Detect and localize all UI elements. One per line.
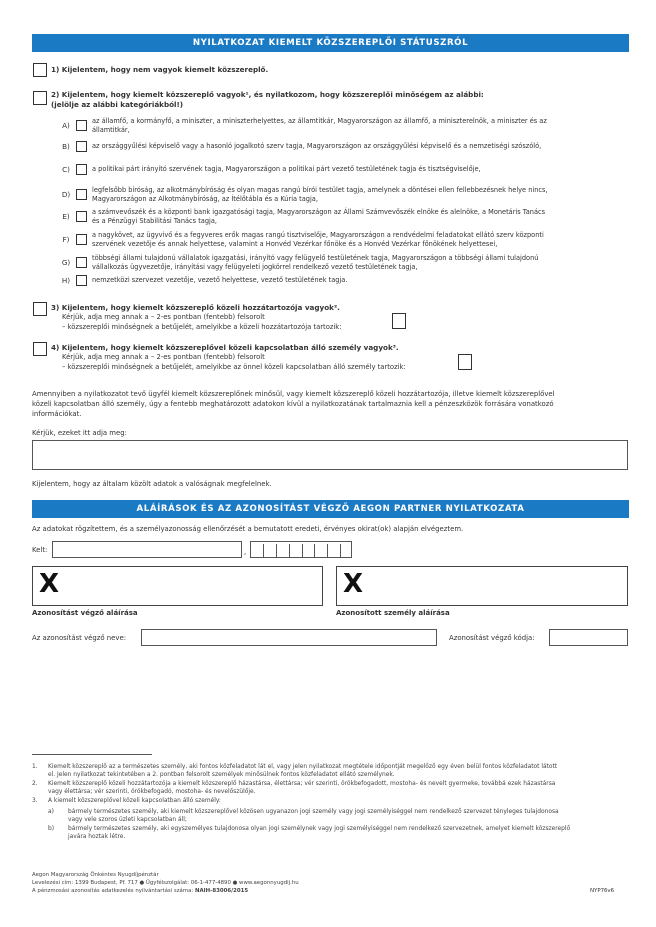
q1-checkbox[interactable]: [33, 63, 47, 77]
client-signature-label: Azonosított személy aláírása: [336, 609, 450, 617]
option-letter: G): [61, 258, 71, 267]
footer-company: Aegon Magyarország Önkéntes Nyugdíjpénztár: [32, 872, 159, 878]
client-signature-mark: X: [343, 569, 364, 599]
source-of-funds-notice-line2: közeli kapcsolatban álló személy, úgy a fentebb meghatározott adatokon kívül a nyilatkozatának tartalmaznia kell a pénzeszközök forrására vonatkozó: [32, 400, 554, 408]
option-text: a politikai párt irányító szervének tagja, Magyarországon a politikai párt vezető testületének tagja és tisztségviselője,: [92, 165, 481, 173]
date-digit-separator: [302, 544, 303, 558]
signatures-section-bar: [32, 500, 629, 518]
option-text: nemzetközi szervezet vezetője, vezető helyettese, vezető testületének tagja.: [92, 276, 348, 284]
date-digit-separator: [263, 544, 264, 558]
option-checkbox-h[interactable]: [76, 275, 87, 286]
footnote-text: Kiemelt közszereplő közeli hozzátartozója a kiemelt közszereplő házastársa, élettársa; vér szerinti, örökbefogadott, mostoha- és nevelt gyermeke, továbbá ezek házastársa: [48, 781, 556, 787]
place-field[interactable]: [52, 541, 242, 558]
footnote-number: 2.: [32, 781, 38, 787]
form-title: NYILATKOZAT KIEMELT KÖZSZEREPLŐI STÁTUSZRÓL: [192, 38, 469, 48]
identifier-signature-field[interactable]: [32, 566, 323, 606]
identifier-code-field[interactable]: [549, 629, 628, 646]
footnote-text: vagy élettársa; vér szerinti, örökbefogadó, mostoha- és nevelőszülője.: [48, 789, 256, 795]
q1-text: 1) Kijelentem, hogy nem vagyok kiemelt közszereplő.: [51, 65, 269, 74]
option-text: az országgyűlési képviselő vagy a hasonló jogalkotó szerv tagja, Magyarországon az országgyűlési képviselő és a nemzetiségi szószóló,: [92, 142, 542, 150]
q4-text-line2: Kérjük, adja meg annak a – 2-es pontban (fentebb) felsorolt: [62, 353, 265, 361]
form-title-bar: [32, 34, 629, 52]
footer-address: Levelezési cím: 1399 Budapest, Pf. 717 ● Ügyfélszolgálat: 06-1-477-4890 ● www.aegonnyugdij.hu: [32, 880, 299, 886]
footnote-number: 3.: [32, 798, 38, 804]
option-checkbox-e[interactable]: [76, 211, 87, 222]
option-text: vállalkozás ügyvezetője, irányítási vagy felügyeleti jogkörrel rendelkező vezető testületének tagja,: [92, 263, 418, 272]
subnote-text: bármely természetes személy, aki egyszemélyes tulajdonosa olyan jogi személynek vagy jogi személyiséggel nem rendelkező szervezetnek, amelyet kiemelt közszereplő: [68, 826, 571, 832]
q4-category-letter-field[interactable]: [458, 354, 472, 370]
subnote-letter: a): [48, 809, 54, 815]
option-text: szervének vezetője és annak helyettese, valamint a Honvéd Vezérkar főnöke és a Honvéd Vezérkar főnökének helyettesei,: [92, 240, 498, 249]
option-text: és a Pénzügyi Stabilitási Tanács tagja,: [92, 217, 217, 226]
identifier-name-label: Az azonosítást végző neve:: [32, 634, 127, 642]
option-letter: B): [62, 142, 70, 151]
option-text: Magyarországon az Alkotmánybíróság, az Ítélőtábla és a Kúria tagja,: [92, 195, 318, 204]
date-field[interactable]: [250, 541, 352, 558]
subnote-letter: b): [48, 826, 55, 832]
subnote-text: vagy vele szoros üzleti kapcsolatban áll;: [68, 817, 187, 823]
option-letter: C): [62, 165, 70, 174]
date-digit-separator: [289, 544, 290, 558]
option-checkbox-f[interactable]: [76, 234, 87, 245]
option-text: államtitkár,: [92, 126, 130, 135]
q3-text-line2: Kérjük, adja meg annak a – 2-es pontban (fentebb) felsorolt: [62, 313, 265, 321]
source-of-funds-field[interactable]: [32, 440, 628, 470]
signatures-section-title: ALÁÍRÁSOK ÉS AZ AZONOSÍTÁST VÉGZŐ AEGON PARTNER NYILATKOZATA: [136, 504, 525, 514]
q3-text-line3: – közszereplői minőségnek a betűjelét, amelyikbe a közeli hozzátartozója tartozik:: [62, 323, 342, 331]
date-digit-separator: [276, 544, 277, 558]
q4-text-line1: 4) Kijelentem, hogy kiemelt közszereplővel közeli kapcsolatban álló személy vagyok³.: [51, 343, 399, 352]
footnote-text: A kiemelt közszereplővel közeli kapcsolatban álló személy:: [48, 798, 221, 804]
source-of-funds-prompt: Kérjük, ezeket itt adja meg:: [32, 429, 127, 437]
option-letter: A): [62, 121, 70, 130]
option-text: legfelsőbb bíróság, az alkotmánybíróság és olyan magas rangú bírói testület tagja, amelynek a döntései ellen fellebbezésnek helye nincs,: [92, 186, 548, 194]
q2-text-line1: 2) Kijelentem, hogy kiemelt közszereplő vagyok¹, és nyilatkozom, hogy közszereplői minőségem az alábbi:: [51, 90, 484, 99]
identification-intro: Az adatokat rögzítettem, és a személyazonosság ellenőrzését a bemutatott eredeti, érvényes okirat(ok) alapján elvégeztem.: [32, 525, 464, 533]
option-checkbox-d[interactable]: [76, 189, 87, 200]
option-letter: D): [61, 190, 71, 199]
option-text: az államfő, a kormányfő, a miniszter, a miniszterhelyettes, az államtitkár, Magyarországon az államfő, a miniszterelnök, a miniszter és az: [92, 117, 547, 125]
option-text: a számvevőszék és a központi bank igazgatósági tagja, Magyarországon az Állami Számvevőszék elnöke és alelnöke, a Monetáris Tanács: [92, 208, 546, 216]
option-checkbox-a[interactable]: [76, 120, 87, 131]
footnote-text: Kiemelt közszereplő az a természetes személy, aki fontos közfeladatot lát el, vagy jelen nyilatkozat megtétele időpontját megelőző egy éven belül fontos közfeladatot látott: [48, 764, 558, 770]
identifier-signature-label: Azonosítást végző aláírása: [32, 609, 138, 617]
identifier-signature-mark: X: [39, 569, 60, 599]
subnote-text: bármely természetes személy, aki kiemelt közszereplővel közösen ugyanazon jogi személy vagy jogi személyiséggel nem rendelkező szervezet tényleges tulajdonosa: [68, 809, 559, 815]
option-text: a nagykövet, az ügyvivő és a fegyveres erők magas rangú tisztviselője, Magyarországon a rendvédelmi feladatokat ellátó szerv központi: [92, 231, 544, 239]
q3-checkbox[interactable]: [33, 302, 47, 316]
q2-checkbox[interactable]: [33, 91, 47, 105]
source-of-funds-notice-line1: Amennyiben a nyilatkozatot tevő ügyfél kiemelt közszereplőnek minősül, vagy kiemelt közszereplő közeli hozzátartozója, illetve kiemelt közszereplővel: [32, 390, 555, 398]
footer-registry-prefix: A pénzmosási azonosítás adatkezelés nyilvántartási száma:: [32, 888, 195, 894]
footer-registry-number: NAIH-83006/2015: [194, 888, 249, 894]
footnote-divider: [32, 754, 152, 755]
q4-text-line3: – közszereplői minőségnek a betűjelét, amelyikbe az önnel közeli kapcsolatban álló személy tartozik:: [62, 363, 406, 371]
q3-text-line1: 3) Kijelentem, hogy kiemelt közszereplő közeli hozzátartozója vagyok².: [51, 303, 340, 312]
date-digit-separator: [314, 544, 315, 558]
identifier-name-field[interactable]: [141, 629, 437, 646]
date-digit-separator: [327, 544, 328, 558]
source-of-funds-notice-line3: információkat.: [32, 410, 82, 418]
option-checkbox-g[interactable]: [76, 257, 87, 268]
option-letter: E): [62, 212, 70, 221]
q4-checkbox[interactable]: [33, 342, 47, 356]
footnote-number: 1.: [32, 764, 38, 770]
option-letter: F): [62, 235, 70, 244]
footnote-text: el. Jelen nyilatkozat tekintetében a 2. pontban felsorolt személyek minősülnek fontos közfeladatot ellátó személynek.: [48, 772, 395, 778]
declaration-text: Kijelentem, hogy az általam közölt adatok a valóságnak megfelelnek.: [32, 480, 272, 488]
option-checkbox-b[interactable]: [76, 141, 87, 152]
place-date-comma: ,: [244, 548, 247, 556]
option-checkbox-c[interactable]: [76, 164, 87, 175]
option-text: többségi állami tulajdonú vállalatok igazgatási, irányító vagy felügyelő testületének tagja, Magyarországon a többségi állami tulajdonú: [92, 254, 539, 262]
q2-text-line2: (jelölje az alábbi kategóriákból!): [51, 100, 184, 109]
identifier-code-label: Azonosítást végző kódja:: [449, 634, 535, 642]
footer-registry: [32, 888, 248, 895]
form-code: NYP76v6: [590, 888, 615, 894]
option-letter: H): [61, 276, 71, 285]
kelt-label: Kelt:: [32, 546, 48, 554]
subnote-text: javára hoztak létre.: [68, 834, 126, 840]
q3-category-letter-field[interactable]: [392, 313, 406, 329]
date-digit-separator: [340, 544, 341, 558]
client-signature-field[interactable]: [336, 566, 628, 606]
